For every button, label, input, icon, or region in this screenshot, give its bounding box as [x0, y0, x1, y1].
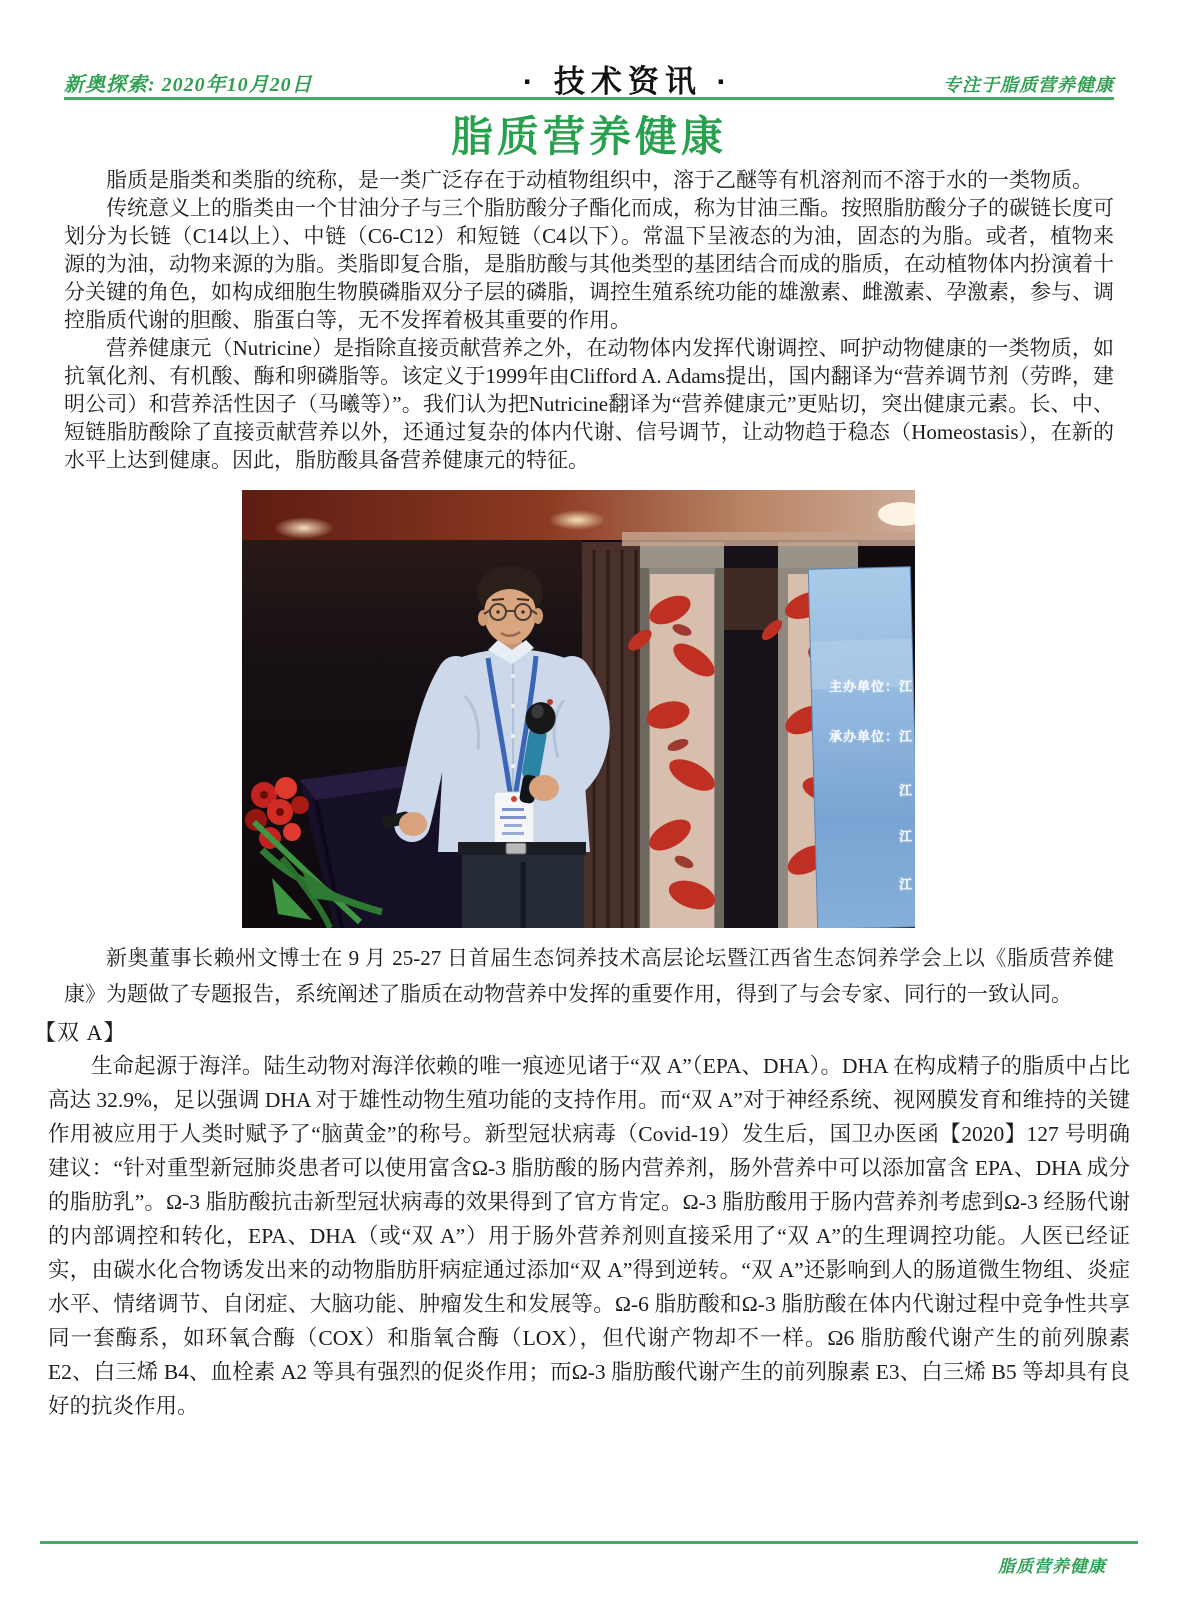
body-paragraph-3: 营养健康元（Nutricine）是指除直接贡献营养之外，在动物体内发挥代谢调控、呵护动物健康的一类物质，如抗氧化剂、有机酸、酶和卵磷脂等。该定义于1999年由Clifford A. Adams提出，国内翻译为“营养调节剂（劳晔，建明公司）和营养活性因子（马曦等）”。我们认为把Nutricine翻译为“营养健康元”更贴切，突出健康元素。长、中、短链脂肪酸除了直接贡献营养以外，还通过复杂的体内代谢、信号调节，让动物趋于稳态（Homeostasis），在新的水平上达到健康。因此，脂肪酸具备营养健康元的特征。 [64, 336, 1114, 472]
speaker-photo [242, 490, 915, 928]
footer-divider [40, 1541, 1138, 1544]
screen-text-line: 江 [898, 829, 913, 844]
header-slogan: 专注于脂质营养健康 [942, 75, 1114, 95]
screen-text-line: 主办单位：江 [828, 679, 913, 694]
body-paragraph-1: 脂质是脂类和类脂的统称，是一类广泛存在于动植物组织中，溶于乙醚等有机溶剂而不溶于水的一类物质。 [106, 168, 1093, 192]
speaker-photo-scene [242, 490, 915, 928]
section-heading: 【双 A】 [34, 1020, 127, 1045]
footer-brand: 脂质营养健康 [998, 1557, 1106, 1576]
screen-text-line: 承办单位：江 [828, 729, 913, 744]
header-date: 新奥探索: 2020年10月20日 [64, 74, 313, 96]
header-section-title: · 技术资讯 · [522, 64, 733, 99]
article-body [34, 166, 1130, 1423]
photo-caption-paragraph: 新奥董事长赖州文博士在 9 月 25-27 日首届生态饲养技术高层论坛暨江西省生态饲养学会上以《脂质营养健康》为题做了专题报告，系统阐述了脂质在动物营养中发挥的重要作用，得到了与会专家、同行的一致认同。 [64, 946, 1114, 1006]
screen-text-line: 江 [898, 783, 913, 798]
article-title: 脂质营养健康 [450, 113, 727, 160]
section-paragraph: 生命起源于海洋。陆生动物对海洋依赖的唯一痕迹见诸于“双 A”（EPA、DHA）。DHA 在构成精子的脂质中占比高达 32.9%，足以强调 DHA 对于雄性动物生殖功能的支持作用。而“双 A”对于神经系统、视网膜发育和维持的关键作用被应用于人类时赋予了“脑黄金”的称号。新型冠状病毒（Covid-19）发生后，国卫办医函【2020】127 号明确建议：“针对重型新冠肺炎患者可以使用富含Ω-3 脂肪酸的肠内营养剂，肠外营养中可以添加富含 EPA、DHA 成分的脂肪乳”。Ω-3 脂肪酸抗击新型冠状病毒的效果得到了官方肯定。Ω-3 脂肪酸用于肠内营养剂考虑到Ω-3 经肠代谢的内部调控和转化，EPA、DHA（或“双 A”）用于肠外营养剂则直接采用了“双 A”的生理调控功能。人医已经证实，由碳水化合物诱发出来的动物脂肪肝病症通过添加“双 A”得到逆转。“双 A”还影响到人的肠道微生物组、炎症水平、情绪调节、自闭症、大脑功能、肿瘤发生和发展等。Ω-6 脂肪酸和Ω-3 脂肪酸在体内代谢过程中竞争性共享同一套酶系，如环氧合酶（COX）和脂氧合酶（LOX），但代谢产物却不一样。Ω6 脂肪酸代谢产生的前列腺素 E2、白三烯 B4、血栓素 A2 等具有强烈的促炎作用；而Ω-3 脂肪酸代谢产生的前列腺素 E3、白三烯 B5 等却具有良好的抗炎作用。 [48, 1054, 1130, 1418]
header-divider [64, 97, 1114, 100]
body-paragraph-2: 传统意义上的脂类由一个甘油分子与三个脂肪酸分子酯化而成，称为甘油三酯。按照脂肪酸分子的碳链长度可划分为长链（C14以上）、中链（C6-C12）和短链（C4以下）。常温下呈液态的为油，固态的为脂。或者，植物来源的为油，动物来源的为脂。类脂即复合脂，是脂肪酸与其他类型的基团结合而成的脂质，在动植物体内扮演着十分关键的角色，如构成细胞生物膜磷脂双分子层的磷脂，调控生殖系统功能的雄激素、雌激素、孕激素，参与、调控脂质代谢的胆酸、脂蛋白等，无不发挥着极其重要的作用。 [64, 196, 1114, 332]
screen-text-line: 江 [898, 877, 913, 892]
page-header [64, 52, 1114, 97]
